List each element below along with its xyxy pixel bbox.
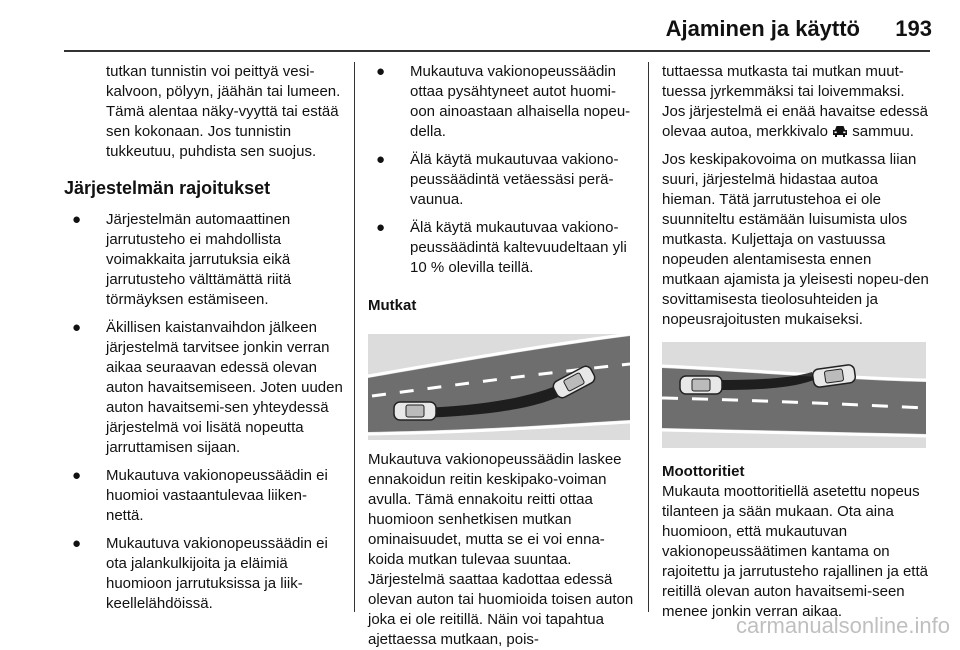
intro-paragraph: tutkan tunnistin voi peittyä vesi-kalvoon, pölyyn, jäähän tai lumeen. Tämä alentaa näky-vyyttä tai estää sen kokonaan. Jos tunnistin tukkeutuu, puhdista sen suojus. xyxy=(106,63,341,160)
curve-illustration xyxy=(368,334,630,440)
column-3 xyxy=(662,62,932,622)
page-header-title: Ajaminen ja käyttö xyxy=(665,16,860,41)
section-heading-highways: Moottoritiet xyxy=(662,463,745,480)
list-item xyxy=(64,318,344,458)
watermark: carmanualsonline.info xyxy=(735,613,950,638)
list-item xyxy=(368,218,634,278)
paragraph-text: tuttaessa mutkasta tai mutkan muut-tuessa jyrkemmäksi tai loivemmaksi. Jos järjestelmä ei enää havaitse edessä olevaa autoa, merkkivalo xyxy=(662,63,928,140)
section-heading-curves: Mutkat xyxy=(368,297,417,314)
header-rule xyxy=(64,50,930,52)
list-item-text: Mukautuva vakionopeussäädin ei ota jalankulkijoita ja eläimiä huomioon jarrutuksissa ja liik-keellelähdöissä. xyxy=(106,535,328,612)
paragraph-text: sammuu. xyxy=(852,123,914,140)
column-1 xyxy=(64,62,344,622)
column-2 xyxy=(368,62,634,650)
bullet-icon: ● xyxy=(72,535,82,552)
bullet-icon: ● xyxy=(376,219,386,236)
own-car-icon xyxy=(394,402,436,420)
list-item xyxy=(368,150,634,210)
list-item-text: Mukautuva vakionopeussäädin ei huomioi vastaantulevaa liiken-nettä. xyxy=(106,467,328,524)
list-item-text: Äkillisen kaistanvaihdon jälkeen järjestelmä tarvitsee jonkin verran aikaa seuraavan edessä olevan auton havaitsemiseen. Joten uuden auton havaitsemi-sen yhteydessä järjestelmä voi lisätä nopeutta jarruttamisen sijaan. xyxy=(106,319,343,456)
bullet-icon: ● xyxy=(72,319,82,336)
highway-illustration xyxy=(662,342,926,448)
centrifugal-paragraph: Jos keskipakovoima on mutkassa liian suuri, järjestelmä hidastaa autoa hieman. Tätä jarrutustehoa ei ole suunniteltu estämään luisumista ulos mutkasta. Kuljettaja on vastuussa nopeuden alentamisesta ennen mutkaan ajamista ja yleisesti nopeu-den sovittamisesta tieolosuhteiden ja nopeusrajoitusten mukaiseksi. xyxy=(662,151,929,328)
list-item xyxy=(64,210,344,310)
bullet-icon: ● xyxy=(376,151,386,168)
car-icon xyxy=(832,124,848,138)
highways-paragraph: Mukauta moottoritiellä asetettu nopeus tilanteen ja sään mukaan. Ota aina huomioon, että mukautuvan vakionopeussäätimen kantama on rajoitettu ja jarrutusteho rajallinen ja että reitillä olevan auton havaitsemi-seen menee jonkin verran aikaa. xyxy=(662,483,928,620)
curves-paragraph: Mukautuva vakionopeussäädin laskee ennakoidun reitin keskipako-voiman avulla. Tämä ennakoitu reitti ottaa huomioon senhetkisen mutkan ominaisuudet, mutta se ei voi enna-koida mutkan tulevaa suuntaa. Järjestelmä saattaa kadottaa edessä olevan auton tai huomioida toisen auton joka ei ole reitillä. Näin voi tapahtua ajettaessa mutkaan, pois- xyxy=(368,451,634,648)
list-item-text: Järjestelmän automaattinen jarrutusteho ei mahdollista voimakkaita jarrutuksia eikä jarrutusteho välttämättä riitä törmäyksen estämiseen. xyxy=(106,211,292,308)
bullet-icon: ● xyxy=(72,467,82,484)
curves-paragraph-continued xyxy=(662,62,932,142)
page-number: 193 xyxy=(895,16,932,41)
own-car-icon xyxy=(680,376,722,394)
list-item xyxy=(368,62,634,142)
list-item-text: Mukautuva vakionopeussäädin ottaa pysähtyneet autot huomi-oon ainoastaan alhaisella nopeu-della. xyxy=(410,63,631,140)
list-item-text: Älä käytä mukautuvaa vakiono-peussäädintä vetäessäsi perä-vaunua. xyxy=(410,151,619,208)
column-divider-2 xyxy=(648,62,649,612)
bullet-icon: ● xyxy=(376,63,386,80)
list-item xyxy=(64,466,344,526)
list-item-text: Älä käytä mukautuvaa vakiono-peussäädintä kaltevuudeltaan yli 10 % olevilla teillä. xyxy=(410,219,627,276)
list-item xyxy=(64,534,344,614)
bullet-icon: ● xyxy=(72,211,82,228)
column-divider-1 xyxy=(354,62,355,612)
section-heading-limitations: Järjestelmän rajoitukset xyxy=(64,178,271,198)
